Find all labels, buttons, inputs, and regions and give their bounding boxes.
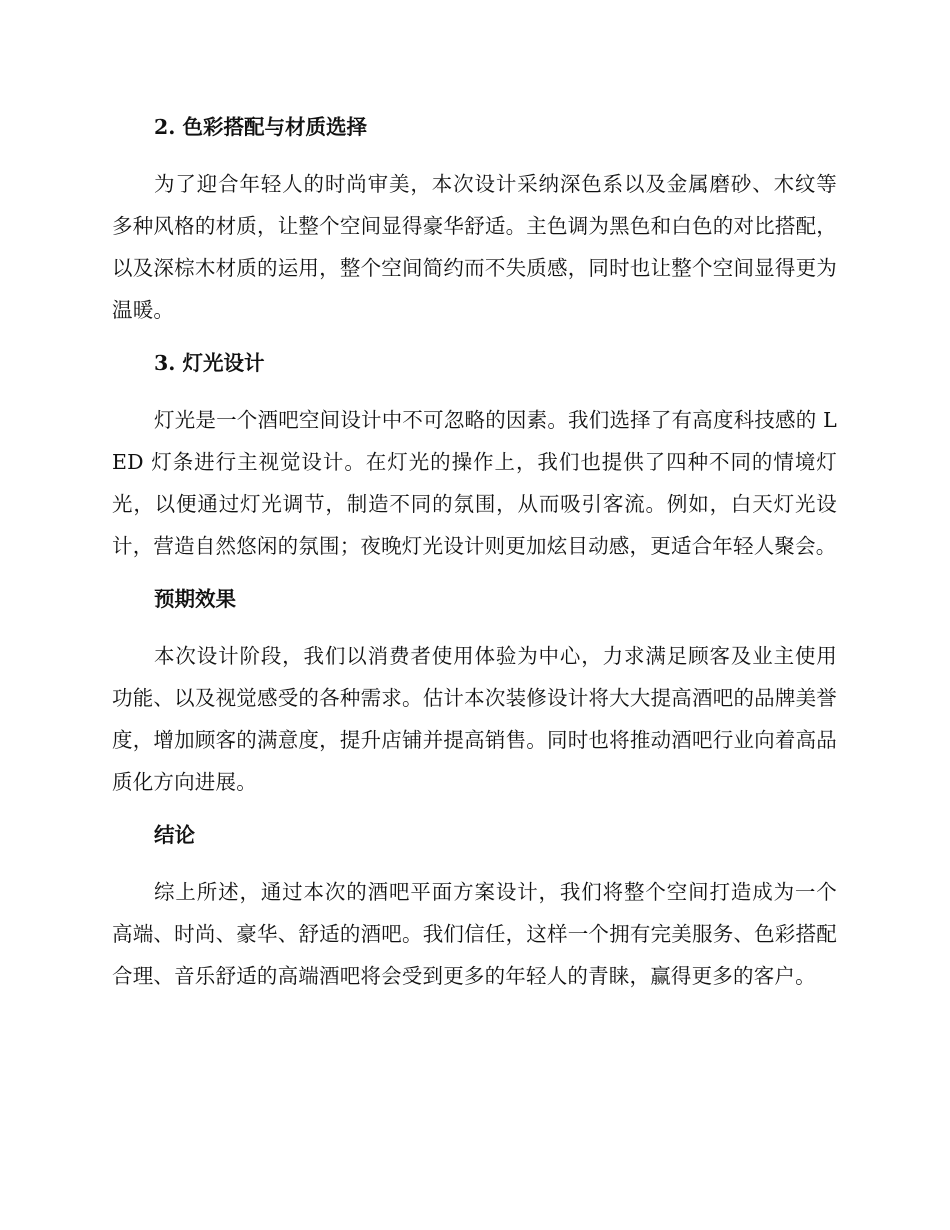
paragraph-conclusion: 综上所述，通过本次的酒吧平面方案设计，我们将整个空间打造成为一个高端、时尚、豪华、舒适的酒吧。我们信任，这样一个拥有完美服务、色彩搭配合理、音乐舒适的高端酒吧将会受到更多的年轻人的青睐，赢得更多的客户。 — [112, 880, 837, 988]
paragraph-color-material: 为了迎合年轻人的时尚审美，本次设计采纳深色系以及金属磨砂、木纹等多种风格的材质，让整个空间显得豪华舒适。主色调为黑色和白色的对比搭配，以及深棕木材质的运用，整个空间简约而不失质感，同时也让整个空间显得更为温暖。 — [112, 172, 837, 322]
section-heading-lighting: 3. 灯光设计 — [154, 351, 265, 375]
section-heading-color-material: 2. 色彩搭配与材质选择 — [154, 115, 368, 139]
paragraph-lighting: 灯光是一个酒吧空间设计中不可忽略的因素。我们选择了有高度科技感的 LED 灯条进行主视觉设计。在灯光的操作上，我们也提供了四种不同的情境灯光，以便通过灯光调节，制造不同的氛围，从而吸引客流。例如，白天灯光设计，营造自然悠闲的氛围；夜晚灯光设计则更加炫目动感，更适合年轻人聚会。 — [112, 408, 837, 558]
paragraph-expected-effect: 本次设计阶段，我们以消费者使用体验为中心，力求满足顾客及业主使用功能、以及视觉感受的各种需求。估计本次装修设计将大大提高酒吧的品牌美誉度，增加顾客的满意度，提升店铺并提高销售。同时也将推动酒吧行业向着高品质化方向进展。 — [112, 644, 837, 794]
section-heading-expected-effect: 预期效果 — [154, 587, 236, 611]
section-heading-conclusion: 结论 — [154, 823, 195, 847]
document-body — [112, 108, 837, 1010]
